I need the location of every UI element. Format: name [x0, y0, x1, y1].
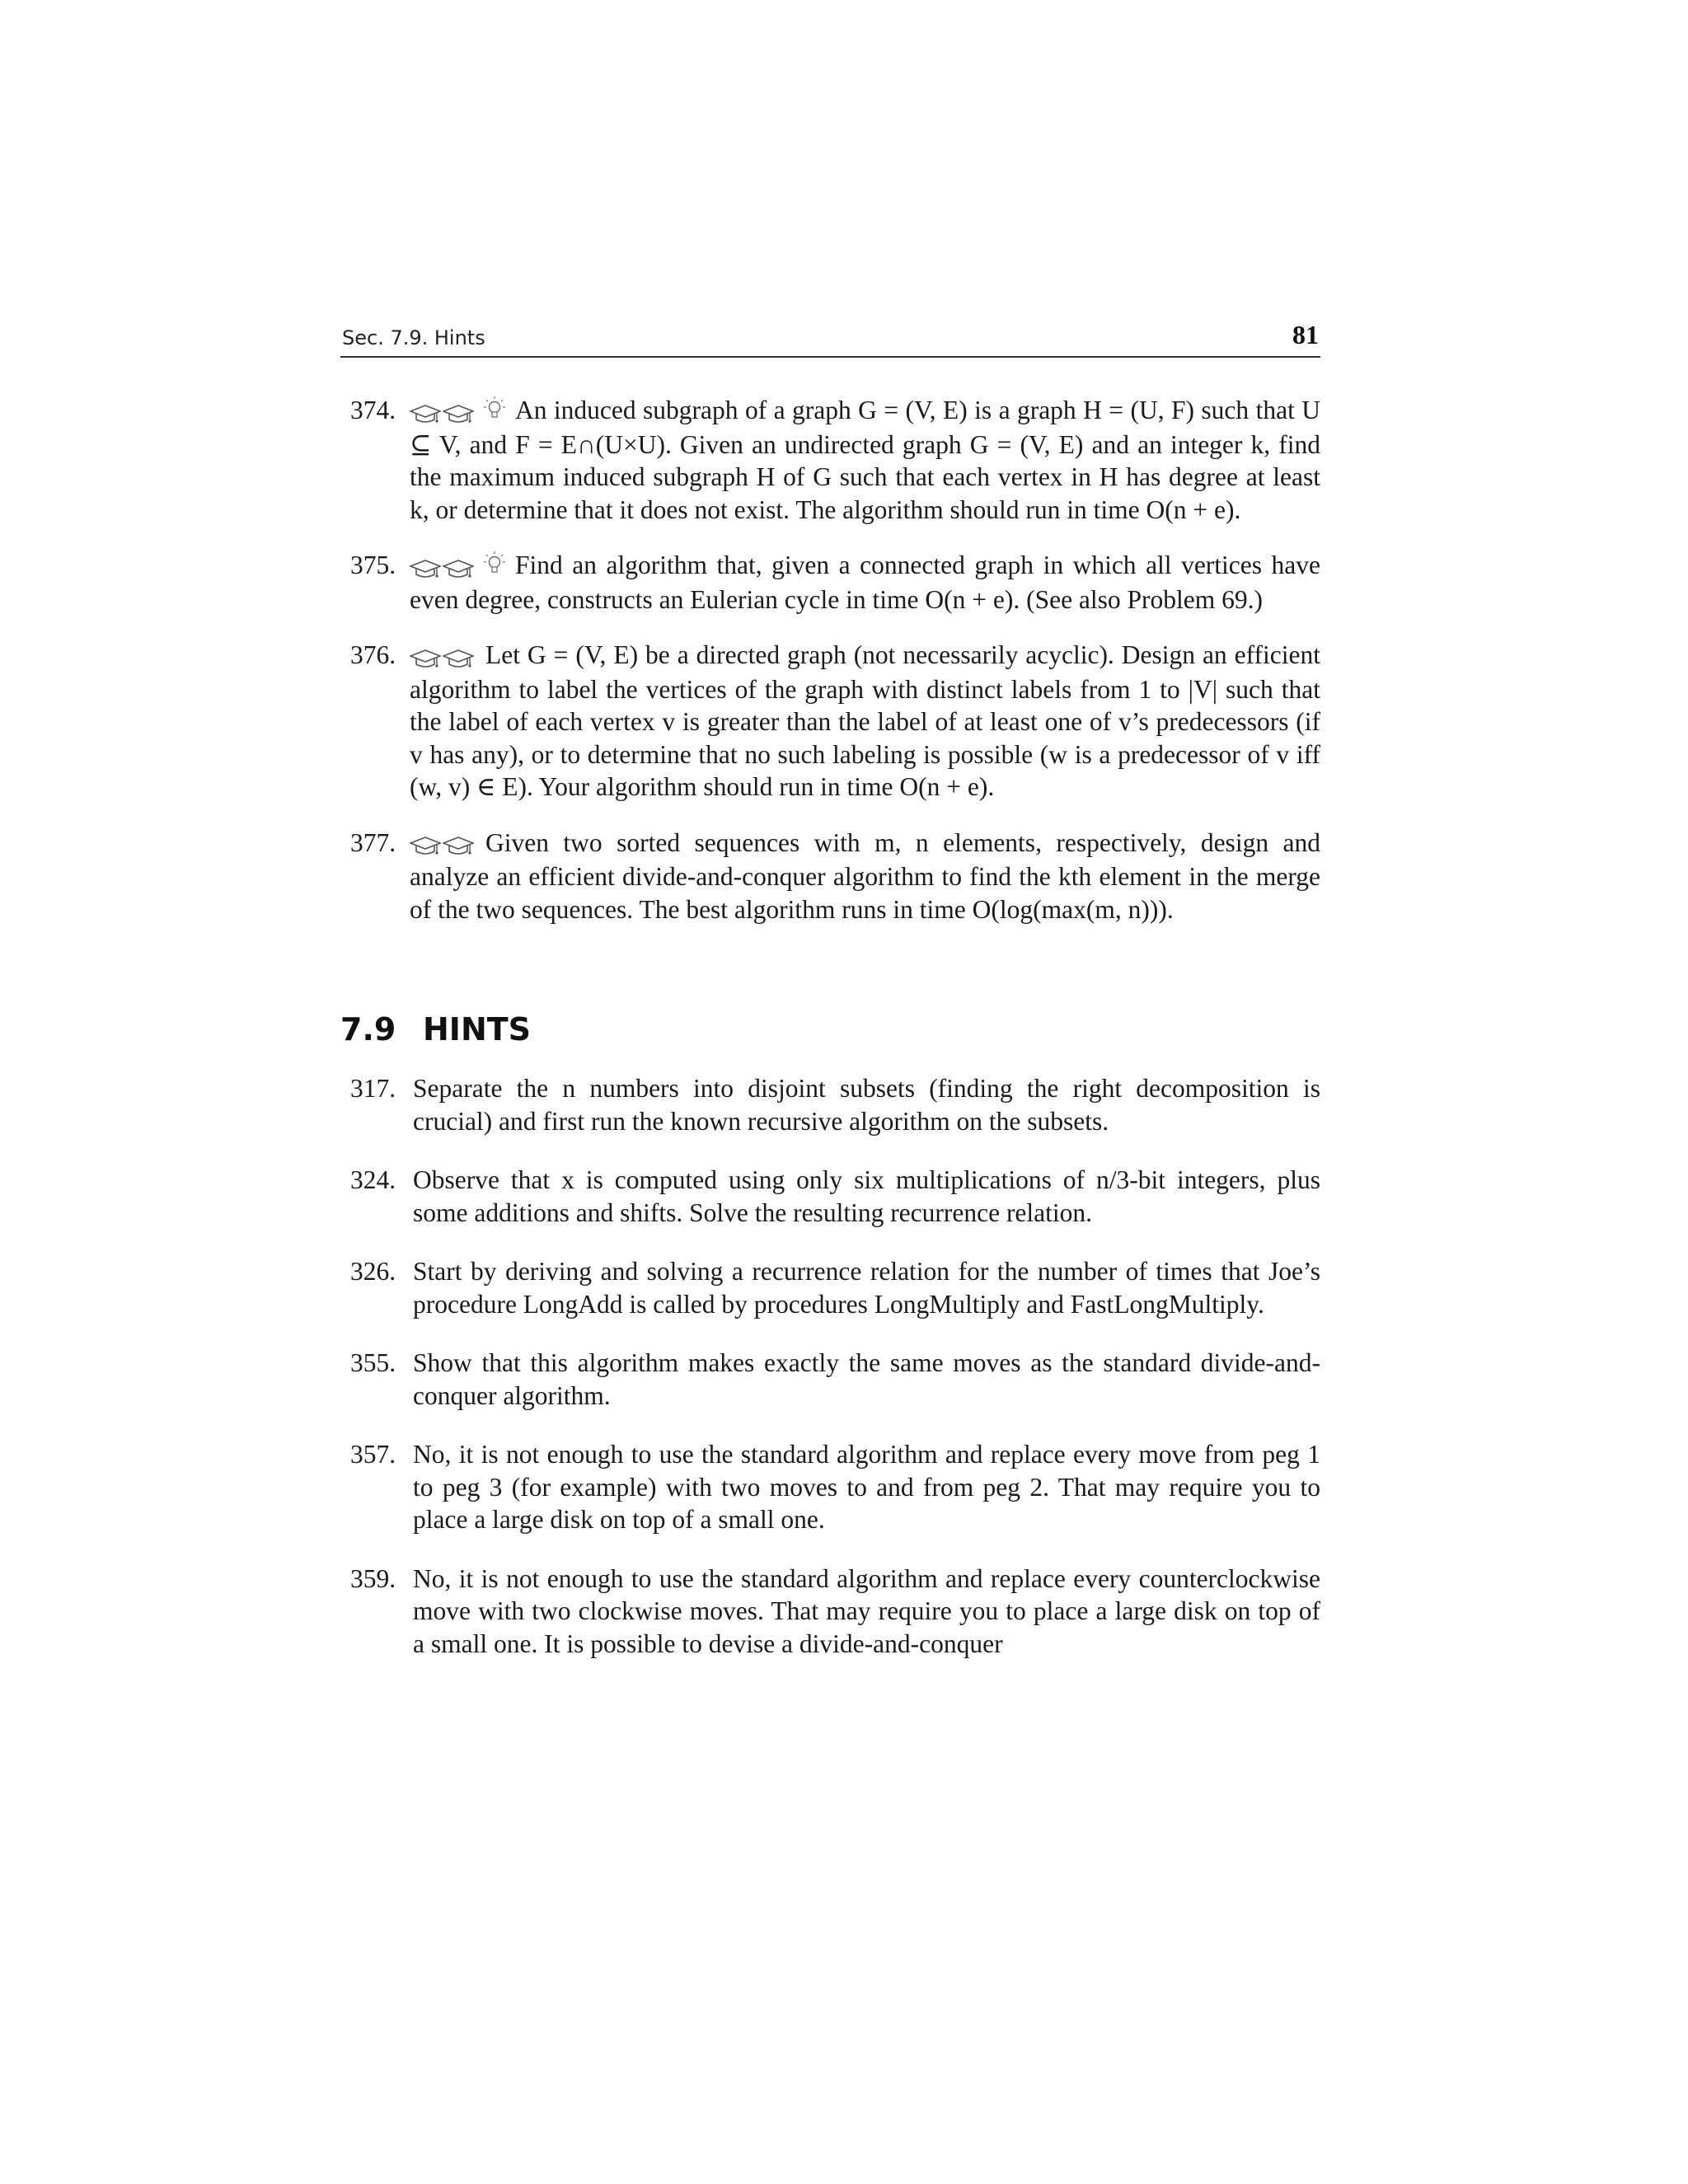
problem-number: 374. [350, 396, 396, 424]
problem-item [340, 639, 1320, 804]
hint-number: 355. [350, 1348, 396, 1377]
hint-item [340, 1563, 1320, 1661]
hint-item [340, 1255, 1320, 1320]
hint-item [340, 1072, 1320, 1137]
hint-number: 326. [350, 1257, 396, 1286]
lightbulb-icon [484, 396, 505, 424]
problem-number: 377. [350, 827, 396, 857]
graduation-cap-icon [410, 559, 441, 580]
hint-text: Start by deriving and solving a recurrence relation for the number of times that Joe’s procedure LongAdd is called by procedures LongMultiply and FastLongMultiply. [413, 1257, 1320, 1319]
header-section-label: Sec. 7.9. Hints [342, 326, 485, 349]
problem-text: Let G = (V, E) be a directed graph (not necessarily acyclic). Design an efficient algorithm to label the vertices of the graph with distinct labels from 1 to |V| such that the label of each vertex v is greater than the label of at least one of v’s predecessors (if v has any), or to determine that no such labeling is possible (w is a predecessor of v iff (w, v) ∈ E). Your algorithm should run in time O(n + e). [410, 640, 1320, 801]
section-number: 7.9 [340, 1011, 396, 1047]
difficulty-icons [410, 828, 476, 861]
problem-text: Given two sorted sequences with m, n elements, respectively, design and analyze an efficient divide-and-conquer algorithm to find the kth element in the merge of the two sequences. The best algorithm runs in time O(log(max(m, n))). [410, 827, 1320, 924]
problem-list [340, 394, 1320, 926]
graduation-cap-icon [410, 404, 441, 425]
difficulty-icons [410, 551, 505, 583]
difficulty-icons [410, 640, 476, 673]
hint-text: Separate the n numbers into disjoint subsets (finding the right decomposition is crucial) and first run the known recursive algorithm on the subsets. [413, 1074, 1320, 1136]
problem-text: Find an algorithm that, given a connected graph in which all vertices have even degree, constructs an Eulerian cycle in time O(n + e). (See also Problem 69.) [410, 551, 1320, 614]
problem-item [340, 549, 1320, 616]
hint-text: No, it is not enough to use the standard algorithm and replace every counterclockwise move with two clockwise moves. That may require you to place a large disk on top of a small one. It is possible to devise a divide-and-conquer [413, 1563, 1320, 1658]
section-heading [340, 1011, 1320, 1047]
hint-text: Show that this algorithm makes exactly the same moves as the standard divide-and-conquer algorithm. [413, 1348, 1320, 1410]
graduation-cap-icon [410, 649, 441, 670]
problem-item [340, 827, 1320, 926]
hint-text: No, it is not enough to use the standard algorithm and replace every move from peg 1 to peg 3 (for example) with two moves to and from peg 2. That may require you to place a large disk on top of a small one. [413, 1440, 1320, 1534]
problem-item [340, 394, 1320, 526]
section-title: HINTS [423, 1011, 532, 1047]
book-page [340, 321, 1320, 1686]
graduation-cap-icon [443, 404, 474, 425]
lightbulb-icon [484, 551, 505, 579]
graduation-cap-icon [443, 836, 474, 857]
hint-item [340, 1347, 1320, 1412]
graduation-cap-icon [443, 649, 474, 670]
graduation-cap-icon [443, 559, 474, 580]
hint-item [340, 1438, 1320, 1536]
hint-number: 357. [350, 1440, 396, 1469]
hint-item [340, 1164, 1320, 1229]
problem-number: 375. [350, 551, 396, 579]
problem-number: 376. [350, 640, 396, 669]
problem-text: An induced subgraph of a graph G = (V, E) is a graph H = (U, F) such that U ⊆ V, and F = E∩(U×U). Given an undirected graph G = (V, E) and an integer k, find the maximum induced subgraph H of G such that each vertex in H has degree at least k, or determine that it does not exist. The algorithm should run in time O(n + e). [410, 396, 1320, 524]
page-number: 81 [1292, 320, 1319, 349]
hint-number: 359. [350, 1563, 396, 1593]
hint-text: Observe that x is computed using only six multiplications of n/3-bit integers, plus some additions and shifts. Solve the resulting recurrence relation. [413, 1165, 1320, 1227]
hint-number: 324. [350, 1165, 396, 1194]
difficulty-icons [410, 396, 505, 429]
hint-number: 317. [350, 1074, 396, 1103]
running-header [340, 321, 1320, 358]
graduation-cap-icon [410, 836, 441, 857]
hint-list [340, 1072, 1320, 1660]
